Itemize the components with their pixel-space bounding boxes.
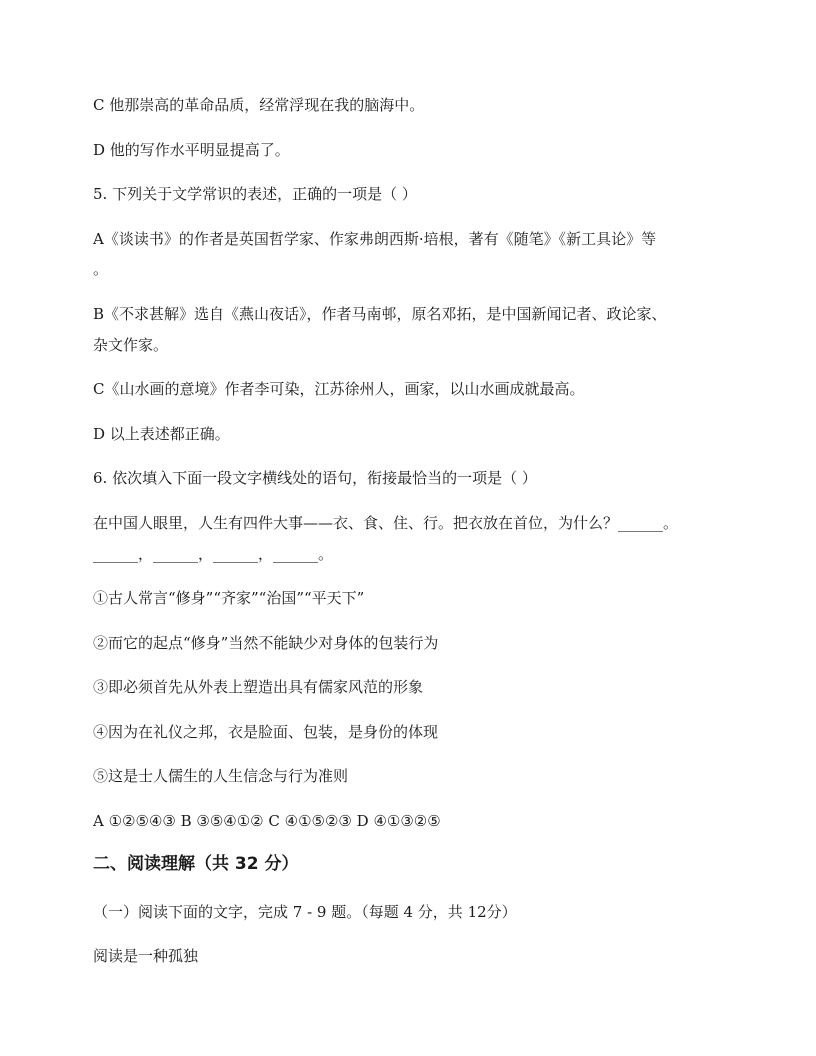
q4-option-d: D 他的写作水平明显提高了。 — [93, 141, 290, 159]
q6-item-1: ①古人常言“修身”“齐家”“治国”“平天下” — [93, 589, 365, 607]
q4-option-c: C 他那崇高的革命品质，经常浮现在我的脑海中。 — [93, 96, 425, 114]
q5-option-a-line1: A《谈读书》的作者是英国哲学家、作家弗朗西斯·培根，著有《随笔》《新工具论》等 — [93, 230, 657, 248]
q6-passage-line2: ______，______，______，______。 — [93, 545, 334, 563]
q6-item-3: ③即必须首先从外表上塑造出具有儒家风范的形象 — [93, 678, 424, 696]
q6-item-5: ⑤这是士人儒生的人生信念与行为准则 — [93, 767, 349, 785]
q6-item-2: ②而它的起点“修身”当然不能缺少对身体的包装行为 — [93, 634, 439, 652]
q6-answer-options: A ①②⑤④③ B ③⑤④①② C ④①⑤②③ D ④①③②⑤ — [93, 812, 441, 830]
section-2-instructions: （一）阅读下面的文字，完成 7 - 9 题。（每题 4 分，共 12分） — [93, 903, 517, 921]
q6-stem: 6. 依次填入下面一段文字横线处的语句，衔接最恰当的一项是（ ） — [93, 469, 537, 487]
q5-option-b-line2: 杂文作家。 — [93, 336, 169, 354]
q5-option-a-line2: 。 — [93, 260, 109, 278]
q5-option-d: D 以上表述都正确。 — [93, 425, 230, 443]
q5-option-c: C《山水画的意境》作者李可染，江苏徐州人，画家，以山水画成就最高。 — [93, 380, 585, 398]
q5-stem: 5. 下列关于文学常识的表述，正确的一项是（ ） — [93, 185, 417, 203]
section-2-heading: 二、阅读理解（共 32 分） — [93, 854, 299, 874]
q6-passage-line1: 在中国人眼里，人生有四件大事——衣、食、住、行。把衣放在首位，为什么？______。 — [93, 514, 679, 532]
q6-item-4: ④因为在礼仪之邦，衣是脸面、包装，是身份的体现 — [93, 723, 439, 741]
q5-option-b-line1: B《不求甚解》选自《燕山夜话》，作者马南邨，原名邓拓，是中国新闻记者、政论家、 — [93, 305, 667, 323]
passage-title: 阅读是一种孤独 — [93, 947, 199, 965]
